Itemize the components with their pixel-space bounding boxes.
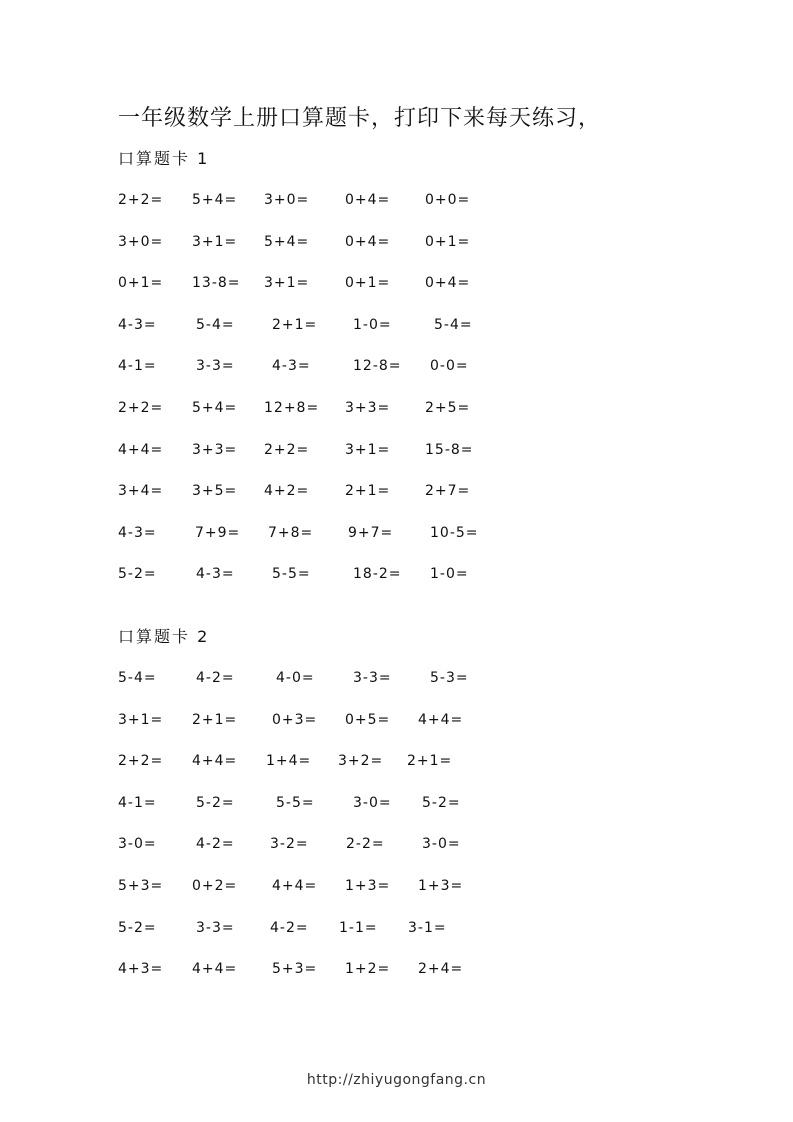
problem-cell: 0+1= bbox=[118, 275, 164, 292]
problem-cell: 12-8= bbox=[353, 358, 402, 375]
problem-cell: 4-3= bbox=[196, 566, 235, 583]
problem-cell: 4+3= bbox=[118, 961, 164, 978]
problem-cell: 2+5= bbox=[425, 400, 471, 416]
problem-cell: 7+8= bbox=[268, 524, 314, 541]
problem-cell: 2+2= bbox=[118, 400, 164, 416]
problem-cell: 2-2= bbox=[346, 836, 385, 853]
problem-row bbox=[0, 710, 793, 730]
problem-cell: 5+4= bbox=[264, 233, 310, 250]
problem-cell: 7+9= bbox=[195, 524, 241, 541]
problem-cell: 4+4= bbox=[192, 753, 238, 770]
problem-row bbox=[0, 356, 793, 376]
problem-cell: 0+4= bbox=[345, 233, 391, 250]
problem-cell: 0-0= bbox=[430, 358, 469, 375]
problem-row bbox=[0, 440, 793, 460]
problem-row bbox=[0, 793, 793, 813]
problem-row bbox=[0, 668, 793, 688]
problem-row bbox=[0, 273, 793, 293]
problem-row bbox=[0, 564, 793, 584]
problem-cell: 5-2= bbox=[196, 794, 235, 811]
problem-cell: 5+4= bbox=[192, 192, 238, 208]
problem-row bbox=[0, 834, 793, 854]
problem-cell: 5-4= bbox=[434, 316, 473, 333]
problem-cell: 2+2= bbox=[118, 753, 164, 770]
problem-cell: 3-2= bbox=[270, 836, 309, 853]
problem-cell: 4-1= bbox=[118, 794, 157, 811]
problem-cell: 3+1= bbox=[192, 233, 238, 250]
problem-cell: 1-0= bbox=[353, 316, 392, 333]
problem-cell: 0+2= bbox=[192, 878, 238, 894]
problem-cell: 3-3= bbox=[353, 670, 392, 686]
problem-cell: 4+4= bbox=[418, 711, 464, 728]
problem-cell: 12+8= bbox=[264, 400, 320, 416]
footer-url: http://zhiyugongfang.cn bbox=[306, 1072, 487, 1088]
problem-cell: 3+2= bbox=[338, 753, 384, 770]
problem-cell: 2+2= bbox=[264, 441, 310, 458]
problem-cell: 4-3= bbox=[272, 358, 311, 375]
problem-row bbox=[0, 481, 793, 501]
problem-cell: 5-2= bbox=[118, 919, 157, 936]
problem-cell: 1+4= bbox=[266, 753, 312, 770]
problem-cell: 2+4= bbox=[418, 961, 464, 978]
problem-cell: 3-1= bbox=[408, 919, 447, 936]
problem-cell: 3-0= bbox=[118, 836, 157, 853]
problem-cell: 4-2= bbox=[196, 670, 235, 686]
problem-cell: 9+7= bbox=[348, 524, 394, 541]
problem-cell: 4-3= bbox=[118, 524, 157, 541]
problem-cell: 2+1= bbox=[272, 316, 318, 333]
problem-cell: 10-5= bbox=[430, 524, 479, 541]
problem-cell: 1+2= bbox=[345, 961, 391, 978]
problem-cell: 4-2= bbox=[270, 919, 309, 936]
problem-cell: 0+1= bbox=[425, 233, 471, 250]
problem-row bbox=[0, 190, 793, 210]
section-heading-2: 口算题卡 2 bbox=[118, 627, 210, 646]
problem-cell: 3+1= bbox=[345, 441, 391, 458]
problem-cell: 3-0= bbox=[422, 836, 461, 853]
problem-row bbox=[0, 959, 793, 979]
problem-cell: 5-5= bbox=[272, 566, 311, 583]
problem-cell: 0+3= bbox=[272, 711, 318, 728]
problem-cell: 2+1= bbox=[345, 483, 391, 500]
problem-cell: 5+3= bbox=[272, 961, 318, 978]
problem-row bbox=[0, 876, 793, 896]
problem-cell: 3-3= bbox=[196, 358, 235, 375]
section-heading-1: 口算题卡 1 bbox=[118, 149, 210, 168]
problem-cell: 3+3= bbox=[192, 441, 238, 458]
problem-cell: 4+2= bbox=[264, 483, 310, 500]
problem-row bbox=[0, 398, 793, 418]
problem-cell: 3+5= bbox=[192, 483, 238, 500]
problem-cell: 4-3= bbox=[118, 316, 157, 333]
problem-cell: 3-3= bbox=[196, 919, 235, 936]
problem-cell: 5+3= bbox=[118, 878, 164, 894]
problem-cell: 3-0= bbox=[353, 794, 392, 811]
problem-cell: 2+1= bbox=[407, 753, 453, 770]
problem-cell: 2+2= bbox=[118, 192, 164, 208]
problem-cell: 3+3= bbox=[345, 400, 391, 416]
problem-cell: 5+4= bbox=[192, 400, 238, 416]
problem-row bbox=[0, 918, 793, 938]
problem-cell: 5-4= bbox=[196, 316, 235, 333]
problem-cell: 4-0= bbox=[276, 670, 315, 686]
problem-cell: 4+4= bbox=[272, 878, 318, 894]
problem-cell: 5-4= bbox=[118, 670, 157, 686]
problem-cell: 5-5= bbox=[276, 794, 315, 811]
problem-row bbox=[0, 232, 793, 252]
problem-cell: 3+0= bbox=[118, 233, 164, 250]
problem-cell: 4+4= bbox=[192, 961, 238, 978]
problem-cell: 5-2= bbox=[422, 794, 461, 811]
problem-cell: 2+7= bbox=[425, 483, 471, 500]
problem-cell: 0+5= bbox=[345, 711, 391, 728]
problem-cell: 0+4= bbox=[425, 275, 471, 292]
page-title: 一年级数学上册口算题卡，打印下来每天练习， bbox=[118, 106, 602, 131]
problem-cell: 1-0= bbox=[430, 566, 469, 583]
problem-row bbox=[0, 315, 793, 335]
problem-cell: 4+4= bbox=[118, 441, 164, 458]
problem-cell: 0+4= bbox=[345, 192, 391, 208]
problem-cell: 15-8= bbox=[425, 441, 474, 458]
problem-cell: 5-3= bbox=[430, 670, 469, 686]
problem-cell: 0+1= bbox=[345, 275, 391, 292]
problem-cell: 13-8= bbox=[192, 275, 241, 292]
problem-cell: 3+1= bbox=[118, 711, 164, 728]
problem-row bbox=[0, 751, 793, 771]
problem-row bbox=[0, 523, 793, 543]
problem-cell: 4-1= bbox=[118, 358, 157, 375]
problem-cell: 18-2= bbox=[353, 566, 402, 583]
problem-cell: 1+3= bbox=[345, 878, 391, 894]
problem-cell: 1-1= bbox=[339, 919, 378, 936]
problem-cell: 4-2= bbox=[196, 836, 235, 853]
problem-cell: 3+4= bbox=[118, 483, 164, 500]
problem-cell: 3+0= bbox=[264, 192, 310, 208]
problem-cell: 0+0= bbox=[425, 192, 471, 208]
problem-cell: 2+1= bbox=[192, 711, 238, 728]
problem-cell: 3+1= bbox=[264, 275, 310, 292]
problem-cell: 5-2= bbox=[118, 566, 157, 583]
problem-cell: 1+3= bbox=[418, 878, 464, 894]
